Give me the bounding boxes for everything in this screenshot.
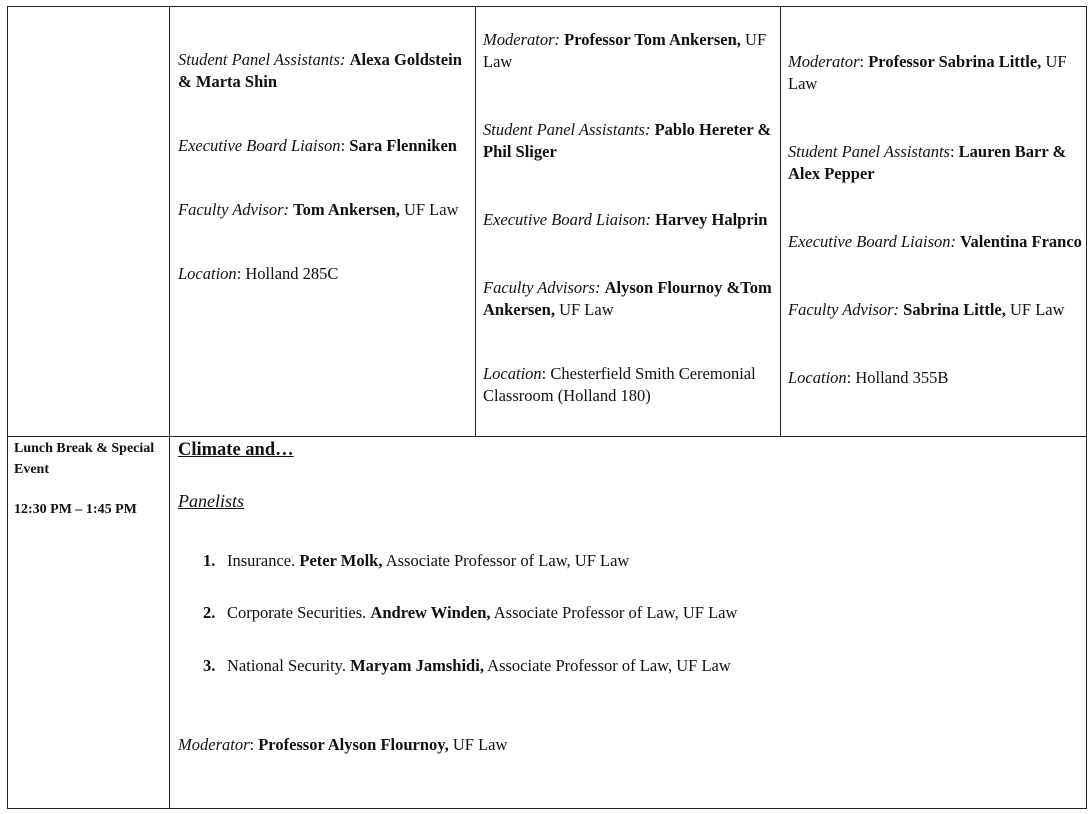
location-label: Location — [788, 368, 847, 387]
liaison-name: Valentina Franco — [960, 232, 1082, 251]
panelist-topic: Corporate Securities. — [227, 603, 367, 622]
panelist-role: Associate Professor of Law, UF Law — [487, 656, 731, 675]
advisors-names: Alyson Flournoy &Tom Ankersen, — [483, 278, 772, 319]
assistants-label: Student Panel Assistants — [788, 142, 950, 161]
session-title: Climate and… — [178, 440, 294, 460]
session-time: 12:30 PM – 1:45 PM — [14, 502, 137, 517]
advisor-name: Sabrina Little, — [903, 300, 1006, 319]
panelist-item — [203, 602, 737, 624]
location: Location: Holland 355B — [788, 368, 949, 387]
moderator-label: Moderator — [178, 735, 250, 754]
column-divider-1 — [169, 6, 170, 809]
liaison-label: Executive Board Liaison: — [788, 232, 957, 251]
student-assistants — [483, 119, 775, 163]
faculty-advisors — [483, 277, 775, 321]
advisor-affiliation: UF Law — [1009, 300, 1065, 319]
column-divider-2 — [475, 6, 476, 437]
panel-cell-col2 — [483, 29, 775, 407]
panelist-number: 3. — [203, 656, 216, 675]
moderator-label: Moderator: — [483, 30, 560, 49]
moderator-name: Professor Alyson Flournoy, — [258, 735, 449, 754]
column-divider-3 — [780, 6, 781, 437]
panelist-name: Maryam Jamshidi, — [350, 656, 484, 675]
student-assistants — [178, 49, 470, 93]
panelist-role: Associate Professor of Law, UF Law — [385, 551, 630, 570]
student-assistants: Student Panel Assistants: Lauren Barr & Alex Pepper — [788, 142, 1067, 183]
board-liaison — [788, 231, 1082, 253]
panelist-number: 2. — [203, 603, 216, 622]
assistants-label: Student Panel Assistants: — [178, 50, 346, 69]
moderator-name: Professor Tom Ankersen, — [564, 30, 741, 49]
moderator — [483, 29, 775, 73]
faculty-advisor — [178, 199, 470, 221]
panelist-topic: National Security. — [227, 656, 346, 675]
moderator-name: Professor Sabrina Little, — [868, 52, 1042, 71]
panelist-number: 1. — [203, 551, 216, 570]
location: Location: Chesterfield Smith Ceremonial Classroom (Holland 180) — [483, 364, 756, 405]
session-time-cell — [14, 439, 164, 521]
panel-cell-col3 — [788, 51, 1082, 389]
faculty-advisor — [788, 299, 1082, 321]
assistants-names: Alexa Goldstein & Marta Shin — [178, 50, 462, 91]
panelists-heading: Panelists — [178, 491, 244, 511]
advisor-name: Tom Ankersen, — [293, 200, 400, 219]
panelist-name: Andrew Winden, — [370, 603, 491, 622]
panelist-topic: Insurance. — [227, 551, 296, 570]
location-label: Location — [178, 264, 237, 283]
liaison-label: Executive Board Liaison: — [483, 210, 652, 229]
moderator-affiliation: UF Law — [788, 52, 1067, 93]
advisors-affiliation: UF Law — [559, 300, 614, 319]
panelist-name: Peter Molk, — [299, 551, 383, 570]
session-name: Lunch Break & Special Event — [14, 441, 155, 477]
advisor-label: Faculty Advisor: — [178, 200, 290, 219]
advisor-label: Faculty Advisor: — [788, 300, 900, 319]
location-label: Location — [483, 364, 542, 383]
liaison-label: Executive Board Liaison — [178, 136, 341, 155]
location-value: Holland 285C — [245, 264, 339, 283]
moderator-label: Moderator — [788, 52, 860, 71]
location: Location: Holland 285C — [178, 264, 339, 283]
panel-cell-col1 — [178, 49, 470, 285]
panelist-role: Associate Professor of Law, UF Law — [493, 603, 738, 622]
assistants-names: Lauren Barr & Alex Pepper — [788, 142, 1067, 183]
session-content-cell — [178, 439, 1078, 512]
liaison-name: Harvey Halprin — [655, 210, 768, 229]
assistants-names: Pablo Hereter & Phil Sliger — [483, 120, 772, 161]
assistants-label: Student Panel Assistants: — [483, 120, 651, 139]
liaison-name: Sara Flenniken — [349, 136, 457, 155]
panelist-item — [203, 550, 629, 572]
advisor-affiliation: UF Law — [403, 200, 459, 219]
location-value: Holland 355B — [855, 368, 949, 387]
moderator: Moderator: Professor Sabrina Little, UF Law — [788, 52, 1067, 93]
location-value: Chesterfield Smith Ceremonial Classroom (Holland 180) — [483, 364, 756, 405]
table-border-left — [7, 6, 8, 809]
table-border-right — [1086, 6, 1087, 809]
board-liaison: Executive Board Liaison: Sara Flenniken — [178, 136, 457, 155]
board-liaison — [483, 209, 775, 231]
moderator-affiliation: UF Law — [452, 735, 508, 754]
advisors-label: Faculty Advisors: — [483, 278, 601, 297]
session-moderator: Moderator: Professor Alyson Flournoy, UF Law — [178, 735, 508, 754]
moderator-affiliation: UF Law — [483, 30, 767, 71]
panelist-item — [203, 655, 731, 677]
